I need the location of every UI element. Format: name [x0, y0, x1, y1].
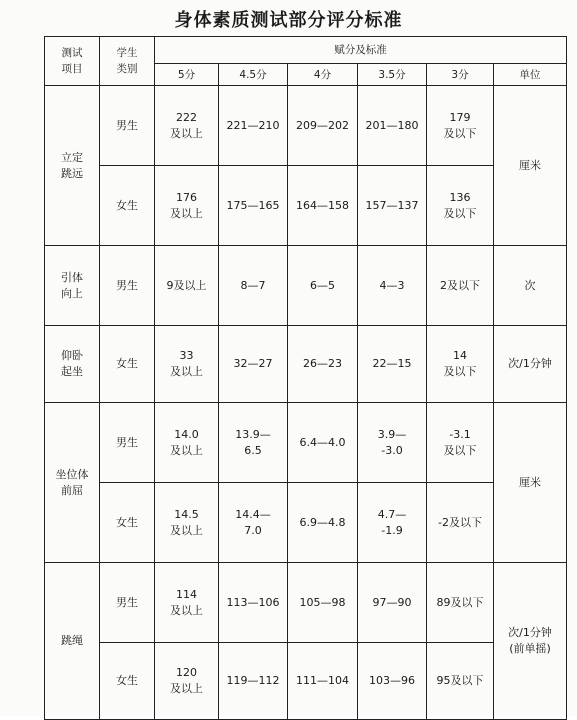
score-cell: 157—137	[358, 166, 427, 246]
score-cell: 14 及以下	[427, 326, 494, 403]
score-cell: 6—5	[288, 246, 358, 326]
header-score-group: 赋分及标准	[155, 37, 567, 64]
score-cell: 111—104	[288, 643, 358, 720]
item-rope-skip: 跳绳	[45, 563, 100, 720]
table-row	[45, 563, 567, 643]
score-cell: 2及以下	[427, 246, 494, 326]
student-type-cell: 女生	[100, 643, 155, 720]
table-row	[45, 483, 567, 563]
score-cell: 14.4— 7.0	[219, 483, 288, 563]
table-row	[45, 403, 567, 483]
unit-cell: 厘米	[494, 403, 567, 563]
score-cell: 4.7— -1.9	[358, 483, 427, 563]
header-unit: 单位	[494, 64, 567, 86]
header-score-4: 4分	[288, 64, 358, 86]
score-cell: 120 及以上	[155, 643, 219, 720]
table-row	[45, 246, 567, 326]
score-cell: 32—27	[219, 326, 288, 403]
header-score-3-5: 3.5分	[358, 64, 427, 86]
score-cell: 22—15	[358, 326, 427, 403]
score-cell: 103—96	[358, 643, 427, 720]
score-cell: 26—23	[288, 326, 358, 403]
score-cell: 33 及以上	[155, 326, 219, 403]
score-cell: 97—90	[358, 563, 427, 643]
score-cell: 3.9— -3.0	[358, 403, 427, 483]
unit-cell: 次	[494, 246, 567, 326]
unit-cell: 次/1分钟	[494, 326, 567, 403]
score-cell: 222 及以上	[155, 86, 219, 166]
score-cell: 113—106	[219, 563, 288, 643]
score-cell: 4—3	[358, 246, 427, 326]
score-cell: 14.5 及以上	[155, 483, 219, 563]
score-cell: 105—98	[288, 563, 358, 643]
unit-cell: 厘米	[494, 86, 567, 246]
student-type-cell: 男生	[100, 563, 155, 643]
score-cell: 8—7	[219, 246, 288, 326]
scoring-table	[44, 36, 567, 720]
student-type-cell: 女生	[100, 166, 155, 246]
table-row	[45, 166, 567, 246]
score-cell: 6.9—4.8	[288, 483, 358, 563]
score-cell: -2及以下	[427, 483, 494, 563]
score-cell: 179 及以下	[427, 86, 494, 166]
score-cell: 164—158	[288, 166, 358, 246]
table-row	[45, 86, 567, 166]
header-score-5: 5分	[155, 64, 219, 86]
header-score-4-5: 4.5分	[219, 64, 288, 86]
student-type-cell: 女生	[100, 483, 155, 563]
score-cell: 89及以下	[427, 563, 494, 643]
score-cell: 175—165	[219, 166, 288, 246]
student-type-cell: 女生	[100, 326, 155, 403]
item-standing-jump: 立定 跳远	[45, 86, 100, 246]
table-row	[45, 643, 567, 720]
student-type-cell: 男生	[100, 403, 155, 483]
score-cell: 176 及以上	[155, 166, 219, 246]
score-cell: 136 及以下	[427, 166, 494, 246]
score-cell: 6.4—4.0	[288, 403, 358, 483]
item-sit-reach: 坐位体 前屈	[45, 403, 100, 563]
header-test-item: 测试 项目	[45, 37, 100, 86]
header-row-1	[45, 37, 567, 64]
header-student-type: 学生 类别	[100, 37, 155, 86]
score-cell: 13.9— 6.5	[219, 403, 288, 483]
student-type-cell: 男生	[100, 86, 155, 166]
score-cell: 209—202	[288, 86, 358, 166]
score-cell: 114 及以上	[155, 563, 219, 643]
table-row	[45, 326, 567, 403]
header-score-3: 3分	[427, 64, 494, 86]
student-type-cell: 男生	[100, 246, 155, 326]
score-cell: 9及以上	[155, 246, 219, 326]
score-cell: 95及以下	[427, 643, 494, 720]
item-sit-up: 仰卧 起坐	[45, 326, 100, 403]
score-cell: 119—112	[219, 643, 288, 720]
item-pull-up: 引体 向上	[45, 246, 100, 326]
score-cell: -3.1 及以下	[427, 403, 494, 483]
unit-cell: 次/1分钟 (前单摇)	[494, 563, 567, 720]
document-title: 身体素质测试部分评分标准	[174, 10, 403, 31]
score-cell: 201—180	[358, 86, 427, 166]
score-cell: 221—210	[219, 86, 288, 166]
score-cell: 14.0 及以上	[155, 403, 219, 483]
